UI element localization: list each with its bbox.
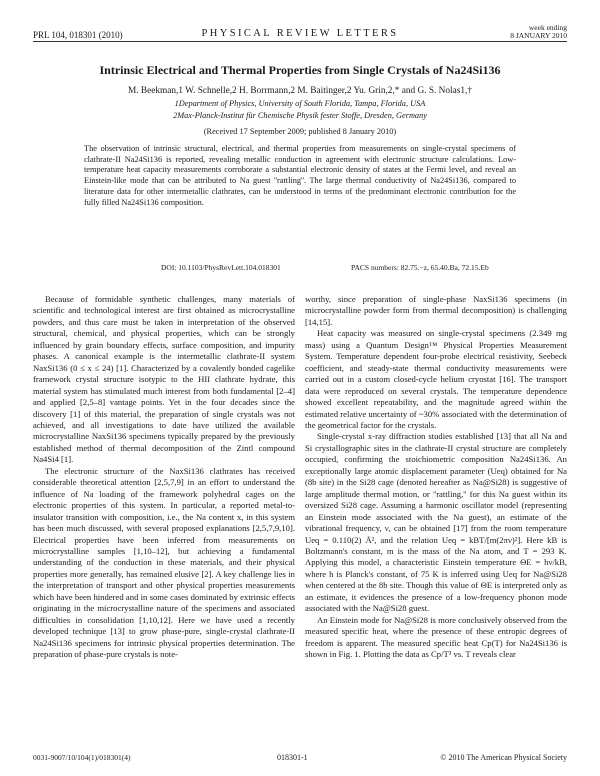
header-rule: [33, 41, 567, 42]
body-column-left: [33, 294, 295, 661]
issue-date: [510, 24, 567, 40]
body-paragraph: An Einstein mode for Na@Si28 is more conclusively observed from the measured specific heat, where the presence of these entropic degrees of freedom is apparent. The measured specific heat Cp(T) for Na24Si136 is shown in Fig. 1. Plotting the data as Cp/T³ vs. T reveals clear: [305, 614, 567, 660]
paper-title: Intrinsic Electrical and Thermal Properties from Single Crystals of Na24Si136: [99, 63, 501, 77]
issue-date-value: 8 JANUARY 2010: [510, 31, 567, 40]
journal-name: PHYSICAL REVIEW LETTERS: [201, 28, 399, 39]
pacs-numbers: PACS numbers: 82.75.−z, 65.40.Ba, 72.15.Eb: [351, 263, 489, 272]
affiliation-2: 2Max-Planck-Institut für Chemische Physik fester Stoffe, Dresden, Germany: [173, 111, 427, 120]
body-paragraph: Because of formidable synthetic challenges, many materials of scientific and technological interest are first obtained as microcrystalline powders, and thus care must be taken in interpretation of the observed structural, chemical, and physical properties, which can be strongly influenced by grain boundary effects, surface composition, and impurity phases. A canonical example is the intermetallic clathrate-II system NaxSi136 (0 ≤ x ≤ 24) [1]. Characterized by a covalently bonded cagelike framework crystal structure isotypic to the HII clathrate hydrate, this material system has stimulated much interest from both fundamental [2–4] and applied [2,5–8] vantage points. Yet in the four decades since the discovery [1] of this material, the preparation of single crystals was not achieved, and all investigations to date have utilized the available microcrystalline NaxSi136 specimens typically prepared by the previously established method of thermal decomposition of the Zintl compound Na4Si4 [1].: [33, 294, 295, 465]
doi-link[interactable]: DOI: 10.1103/PhysRevLett.104.018301: [161, 263, 281, 272]
body-paragraph: The electronic structure of the NaxSi136 clathrates has received considerable theoretical attention [2,5,7,9] in an effort to understand the influence of Na loading of the framework polyhedral cages on the electronic properties of this system. In particular, a reported metal-to-insulator transition with composition, i.e., the Na content x, in this system has been much discussed, with several proposed explanations [2,5,7,9,10]. Electrical properties have been inferred from measurements on microcrystalline samples [1,10–12], but achieving a fundamental understanding of the conduction in these materials, and their physical properties more generally, has remained elusive [2]. A key challenge lies in the interpretation of transport and other physical properties measurements which have been hindered and in some cases dominated by extrinsic effects originating in the microcrystalline nature of the specimens and associated difficulties in consolidation [1,10,12]. Here we have used a recently developed technique [13] to grow phase-pure, single-crystal clathrate-II Na24Si136 specimens for intrinsic physical properties determination. The preparation of phase-pure crystals is note-: [33, 465, 295, 660]
author-list: M. Beekman,1 W. Schnelle,2 H. Borrmann,2 M. Baitinger,2 Yu. Grin,2,* and G. S. Nolas1,†: [127, 86, 472, 96]
body-column-right: [305, 294, 567, 661]
journal-reference: PRL 104, 018301 (2010): [33, 30, 123, 40]
body-paragraph: Single-crystal x-ray diffraction studies established [13] that all Na and Si crystallographic sites in the clathrate-II crystal structure are completely occupied, confirming the stoichiometric composition Na24Si136. An exceptionally large atomic displacement parameter (Ueq) obtained for Na (8b site) in the Si28 cage (denoted hereafter as Na@Si28) is suggestive of large amplitude thermal motion, or ''rattling,'' for this Na guest within its oversized Si28 cage. Assuming a harmonic oscillator model (representing an Einstein mode associated with the Na guest), an estimate of the vibrational frequency, ν, can be obtained [17] from the room temperature Ueq = 0.110(2) Å², and the relation Ueq = kBT/[m(2πν)²]. Here kB is Boltzmann's constant, m is the mass of the Na atom, and T = 293 K. Applying this model, a characteristic Einstein temperature ΘE = hν/kB, where h is Planck's constant, of 75 K is inferred using Ueq for Na@Si28 when centered at the 8b site. Though this value of ΘE is interpreted only as an estimate, it evidences the presence of a low-frequency phonon mode associated with the Na@Si28 guest.: [305, 431, 567, 614]
article-code: 0031-9007/10/104(1)/018301(4): [33, 753, 131, 762]
copyright-notice: © 2010 The American Physical Society: [440, 753, 567, 762]
body-paragraph: worthy, since preparation of single-phase NaxSi136 specimens (in microcrystalline powder form from thermal decomposition) is challenging [14,15].: [305, 294, 567, 327]
received-dates: (Received 17 September 2009; published 8 January 2010): [203, 127, 397, 136]
week-ending-label: week ending: [528, 23, 567, 32]
body-paragraph: Heat capacity was measured on single-crystal specimens (2.349 mg mass) using a Quantum Design™ Physical Properties Measurement System. Temperature dependent four-probe electrical resistivity, Seebeck coefficient, and steady-state thermal conductivity measurements were carried out in a custom closed-cycle helium cryostat [16]. The transport data were reproduced on several crystals. The temperature dependence showed excellent repeatability, and the magnitude agreed within the estimated relative uncertainty of ~30% associated with the determination of the geometrical factor for the crystals.: [305, 328, 567, 430]
page-number: 018301-1: [277, 753, 308, 762]
affiliation-1: 1Department of Physics, University of South Florida, Tampa, Florida, USA: [174, 99, 426, 108]
abstract: The observation of intrinsic structural, electrical, and thermal properties from measurements on single-crystal specimens of clathrate-II Na24Si136 is reported, revealing metallic conduction in agreement with electronic structure calculations. Low-temperature heat capacity measurements corroborate a substantial electronic density of states at the Fermi level, and reveal an Einstein-like mode that can be attributed to Na guest ''rattling''. The large thermal conductivity of Na24Si136, compared to literature data for other intermetallic clathrates, can be understood in terms of the predominant electronic contribution for the fully filled Na24Si136 composition.: [84, 144, 516, 207]
